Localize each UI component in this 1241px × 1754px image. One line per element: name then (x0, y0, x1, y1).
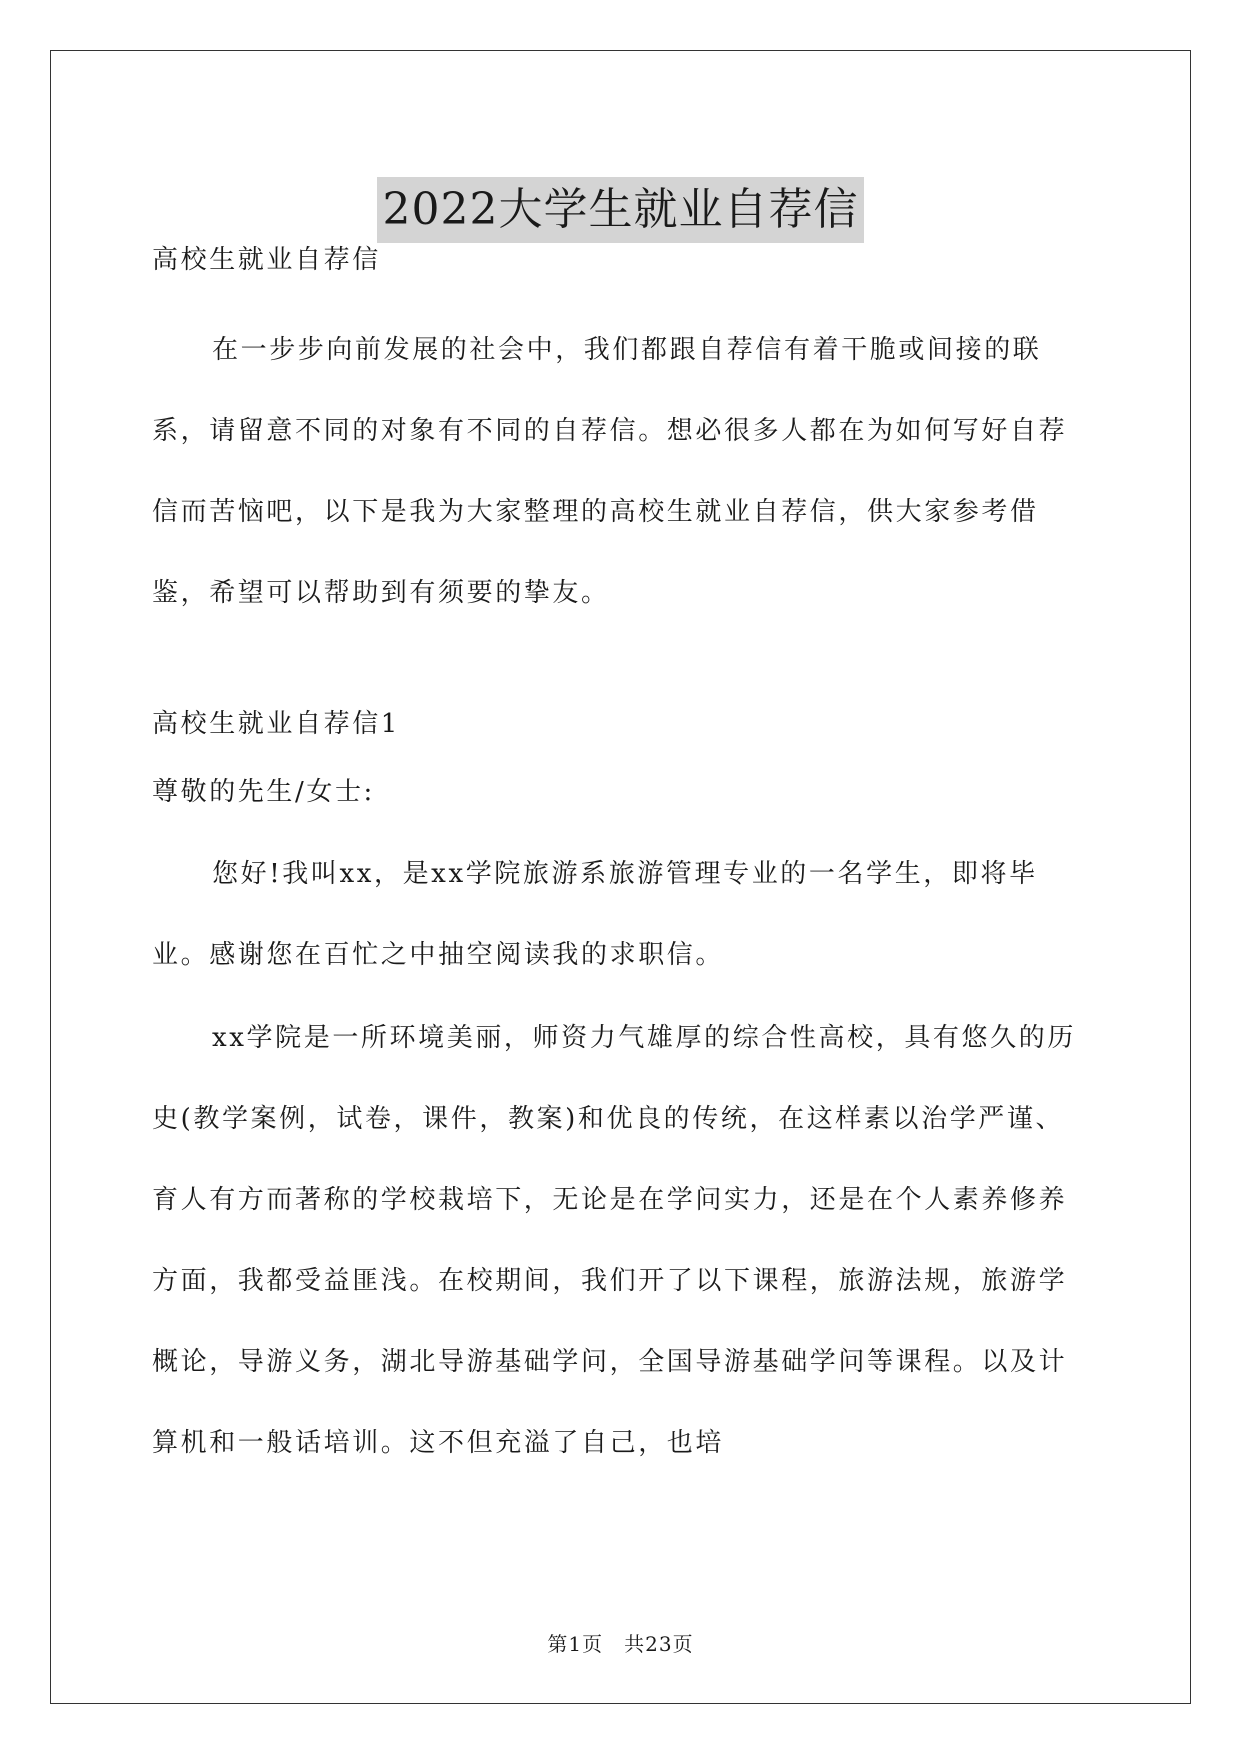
intro-paragraph: 在一步步向前发展的社会中，我们都跟自荐信有着干脆或间接的联系，请留意不同的对象有不同的自荐信。想必很多人都在为如何写好自荐信而苦恼吧，以下是我为大家整理的高校生就业自荐信，供大家参考借鉴，希望可以帮助到有须要的挚友。 (152, 335, 1068, 608)
section-title: 高校生就业自荐信1 (152, 709, 400, 739)
document-body (152, 230, 1090, 1484)
salutation: 尊敬的先生/女士: (152, 777, 375, 807)
document-subtitle: 高校生就业自荐信 (152, 245, 381, 275)
document-title: 2022大学生就业自荐信 (377, 177, 865, 243)
body-paragraph: 您好!我叫xx，是xx学院旅游系旅游管理专业的一名学生，即将毕业。感谢您在百忙之中抽空阅读我的求职信。 (152, 859, 1038, 970)
body-paragraph: xx学院是一所环境美丽，师资力气雄厚的综合性高校，具有悠久的历史(教学案例，试卷，课件，教案)和优良的传统，在这样素以治学严谨、育人有方而著称的学校栽培下，无论是在学问实力，还是在个人素养修养方面，我都受益匪浅。在校期间，我们开了以下课程，旅游法规，旅游学概论，导游义务，湖北导游基础学问，全国导游基础学问等课程。以及计算机和一般话培训。这不但充溢了自己，也培 (152, 1023, 1076, 1458)
page-number: 第1页 共23页 (547, 1632, 694, 1656)
